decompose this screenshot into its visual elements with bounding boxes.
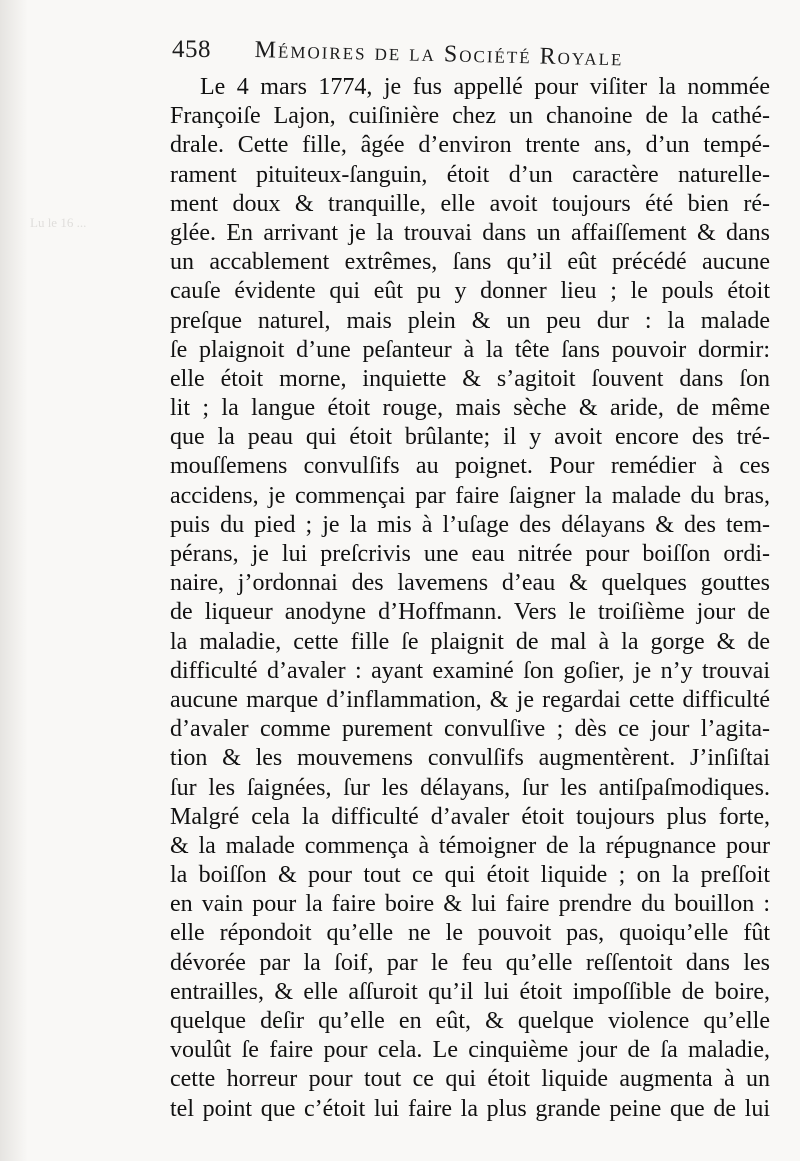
bleed-through-margin-note: Lu le 16 ... xyxy=(30,215,87,230)
text-line: mouſſemens convulſifs au poignet. Pour remédier à ces xyxy=(170,453,770,480)
text-line: accidens, je commençai par faire ſaigner la malade du bras, xyxy=(170,482,770,509)
text-line: ſur les ſaignées, ſur les délayans, ſur les antiſpaſmodiques. xyxy=(170,774,770,801)
text-line: tion & les mouvemens convulſifs augmentèrent. J’inſiſtai xyxy=(170,745,770,772)
text-line: ſe plaignoit d’une peſanteur à la tête ſans pouvoir dormir: xyxy=(170,336,770,363)
text-line: ment doux & tranquille, elle avoit toujours été bien ré- xyxy=(170,190,770,217)
text-line: cette horreur pour tout ce qui étoit liquide augmenta à un xyxy=(170,1066,770,1093)
text-line: pérans, je lui preſcrivis une eau nitrée pour boiſſon ordi- xyxy=(170,541,770,567)
text-line: elle répondoit qu’elle ne le pouvoit pas, quoiqu’elle fût xyxy=(170,920,770,947)
text-line: voulût ſe faire pour cela. Le cinquième jour de ſa maladie, xyxy=(170,1037,770,1064)
text-line: difficulté d’avaler : ayant examiné ſon goſier, je n’y trouvai xyxy=(170,657,770,684)
body-paragraph xyxy=(170,73,770,1124)
scan-gutter-shadow xyxy=(0,0,28,1161)
text-line: entrailles, & elle aſſuroit qu’il lui étoit impoſſible de boire, xyxy=(170,978,770,1005)
running-head: Mémoires de la Société Royale xyxy=(254,37,624,72)
text-line: un accablement extrêmes, ſans qu’il eût précédé aucune xyxy=(170,249,770,276)
page-header xyxy=(172,36,792,76)
text-line: d’avaler comme purement convulſive ; dès ce jour l’agita- xyxy=(170,716,770,743)
text-line: Malgré cela la difficulté d’avaler étoit toujours plus forte, xyxy=(170,803,770,830)
text-line: drale. Cette fille, âgée d’environ trente ans, d’un tempé- xyxy=(170,132,770,159)
text-line: dévorée par la ſoif, par le feu qu’elle reſſentoit dans les xyxy=(170,949,770,976)
text-line: lit ; la langue étoit rouge, mais sèche & aride, de même xyxy=(170,395,770,422)
text-line: naire, j’ordonnai des lavemens d’eau & quelques gouttes xyxy=(170,570,770,597)
text-line: & la malade commença à témoigner de la répugnance pour xyxy=(170,832,770,859)
text-line: quelque deſir qu’elle en eût, & quelque violence qu’elle xyxy=(170,1008,770,1034)
text-line: que la peau qui étoit brûlante; il y avoit encore des tré- xyxy=(170,424,770,451)
text-line: rament pituiteux-ſanguin, étoit d’un caractère naturelle- xyxy=(170,161,770,188)
text-line: tel point que c’étoit lui faire la plus grande peine que de lui xyxy=(170,1095,770,1122)
page-number: 458 xyxy=(172,36,211,63)
text-line: la maladie, cette fille ſe plaignit de mal à la gorge & de xyxy=(170,628,770,655)
text-line: en vain pour la faire boire & lui faire prendre du bouillon : xyxy=(170,891,770,918)
text-line: aucune marque d’inflammation, & je regardai cette difficulté xyxy=(170,686,770,713)
text-line: puis du pied ; je la mis à l’uſage des délayans & des tem- xyxy=(170,511,770,538)
text-line: Françoiſe Lajon, cuiſinière chez un chanoine de la cathé- xyxy=(170,103,770,130)
text-line: Le 4 mars 1774, je fus appellé pour viſiter la nommée xyxy=(200,74,770,100)
text-line: elle étoit morne, inquiette & s’agitoit ſouvent dans ſon xyxy=(170,365,770,392)
text-line: preſque naturel, mais plein & un peu dur : la malade xyxy=(170,307,770,334)
text-line: la boiſſon & pour tout ce qui étoit liquide ; on la preſſoit xyxy=(170,862,770,889)
text-line: cauſe évidente qui eût pu y donner lieu ; le pouls étoit xyxy=(170,278,770,305)
text-line: glée. En arrivant je la trouvai dans un affaiſſement & dans xyxy=(170,219,770,246)
text-line: de liqueur anodyne d’Hoffmann. Vers le troiſième jour de xyxy=(170,599,770,626)
